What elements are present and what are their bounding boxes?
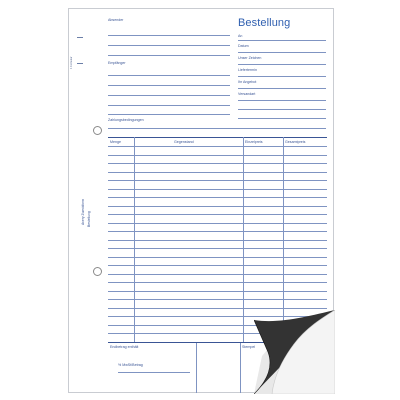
punch-hole-icon: [93, 126, 102, 135]
footer-divider: [240, 343, 241, 393]
table-row[interactable]: [108, 274, 327, 275]
footer-vat-line[interactable]: [118, 372, 190, 373]
table-row[interactable]: [108, 291, 327, 292]
field-datum-label: Datum: [238, 44, 249, 48]
field-blank-line[interactable]: [238, 109, 326, 110]
table-row[interactable]: [108, 206, 327, 207]
table-row[interactable]: [108, 180, 327, 181]
table-row[interactable]: [108, 155, 327, 156]
table-row[interactable]: [108, 240, 327, 241]
field-versandart-label: Versandart: [238, 92, 256, 96]
footer-divider: [196, 343, 197, 393]
field-datum-line[interactable]: [238, 52, 326, 53]
payment-label: Zahlungsbedingungen: [108, 118, 144, 122]
col-header-gesamtpreis: Gesamtpreis: [285, 140, 306, 144]
col-header-einzelpreis: Einzelpreis: [245, 140, 263, 144]
recipient-line[interactable]: [108, 95, 230, 96]
field-versandart-line[interactable]: [238, 100, 326, 101]
field-blank-line[interactable]: [238, 118, 326, 119]
field-an-label: An: [238, 34, 243, 38]
page-curl-icon: [254, 310, 335, 394]
table-row[interactable]: [108, 223, 327, 224]
table-row[interactable]: [108, 308, 327, 309]
fold-mark: [77, 63, 83, 64]
table-row[interactable]: [108, 299, 327, 300]
col-divider: [134, 137, 135, 342]
field-angebot-label: Ihr Angebot: [238, 80, 257, 84]
side-reference: [70, 39, 76, 69]
table-row[interactable]: [108, 214, 327, 215]
table-row[interactable]: [108, 265, 327, 266]
recipient-line[interactable]: [108, 85, 230, 86]
table-row[interactable]: [108, 197, 327, 198]
table-row[interactable]: [108, 257, 327, 258]
field-liefertermin-label: Liefertermin: [238, 68, 257, 72]
fold-mark: [77, 37, 83, 38]
field-an-line[interactable]: [238, 40, 326, 41]
table-row[interactable]: [108, 231, 327, 232]
sender-line[interactable]: [108, 35, 230, 36]
form-title: Bestellung: [238, 17, 291, 29]
payment-line[interactable]: [108, 128, 326, 129]
recipient-line[interactable]: [108, 105, 230, 106]
footer-stamp-label: Stempel: [242, 345, 256, 349]
table-top-rule: [108, 137, 327, 138]
col-divider: [243, 137, 244, 342]
side-reference-text: 1 Formular: [70, 56, 73, 69]
punch-hole-icon: [93, 267, 102, 276]
footer-total-label: Endbetrag enthält: [110, 345, 139, 349]
col-header-gegenstand: Gegenstand: [174, 140, 194, 144]
col-header-menge: Menge: [110, 140, 121, 144]
side-brand-text: Avery Zweckform: [81, 198, 85, 225]
recipient-line[interactable]: [108, 114, 230, 115]
field-zeichen-line[interactable]: [238, 64, 326, 65]
table-row[interactable]: [108, 248, 327, 249]
sender-label: Absender: [108, 18, 124, 22]
table-row[interactable]: [108, 163, 327, 164]
table-row[interactable]: [108, 189, 327, 190]
brand-logo-icon: [81, 187, 93, 227]
sender-line[interactable]: [108, 55, 230, 56]
field-angebot-line[interactable]: [238, 88, 326, 89]
table-row[interactable]: [108, 172, 327, 173]
table-header-rule: [108, 146, 327, 147]
table-row[interactable]: [108, 282, 327, 283]
field-liefertermin-line[interactable]: [238, 76, 326, 77]
sender-line[interactable]: [108, 45, 230, 46]
recipient-label: Empfänger: [108, 61, 126, 65]
field-zeichen-label: Unser Zeichen: [238, 56, 262, 60]
side-form-name: Bestellung: [87, 211, 91, 227]
footer-vat-label: % MwSt/Betrag: [118, 363, 143, 367]
recipient-line[interactable]: [108, 75, 230, 76]
